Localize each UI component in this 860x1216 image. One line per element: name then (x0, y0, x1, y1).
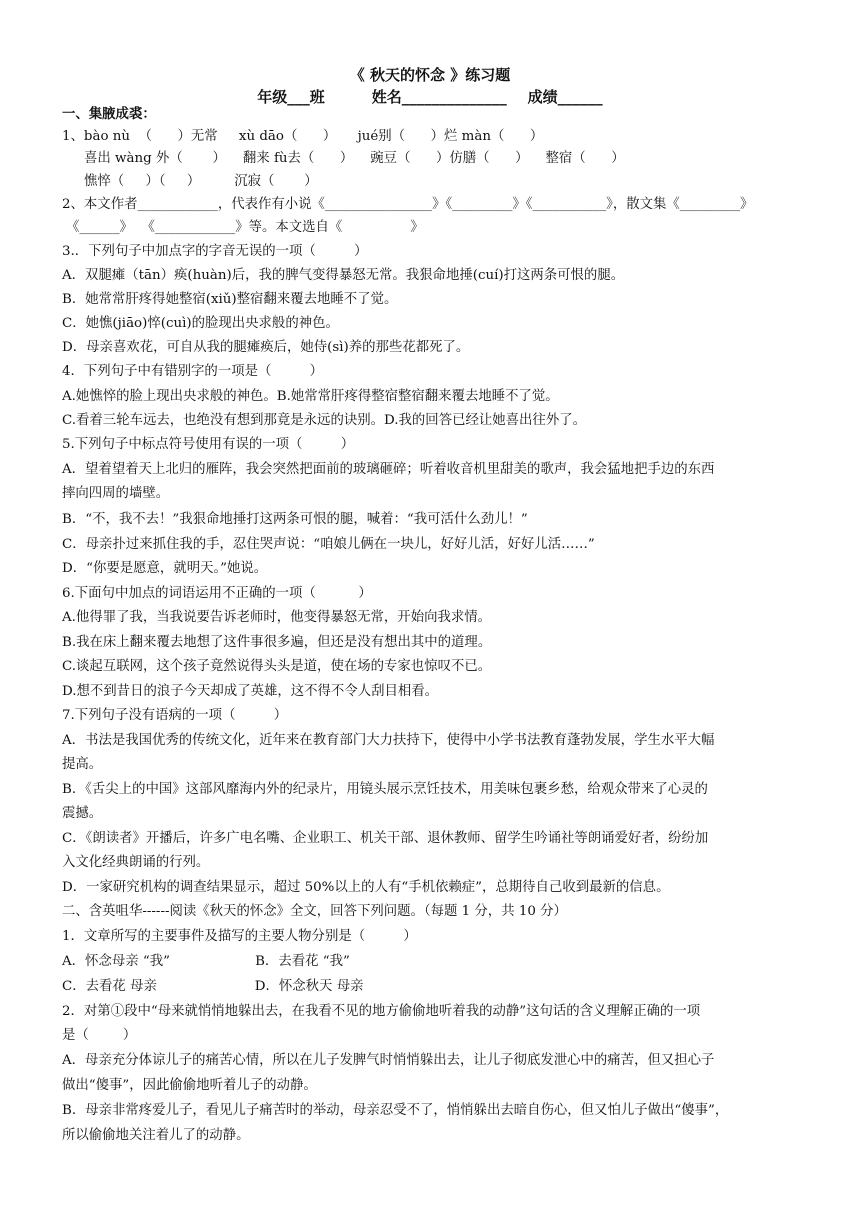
text-line: 震撼。 (62, 806, 103, 821)
text-line: 5.下列句子中标点符号使用有误的一项（ ） (62, 437, 355, 452)
text-line: B．母亲非常疼爱儿子，看见儿子痛苦时的举动，母亲忍受不了，悄悄躲出去暗自伤心，但又怕儿子做出“傻事”， (62, 1103, 729, 1118)
text-line: D.想不到昔日的浪子今天却成了英雄，这不得不令人刮目相看。 (62, 684, 439, 699)
text-line: 1、bào nù （ ）无常 xù dāo（ ） jué别（ ）烂 màn（ ） (62, 129, 544, 144)
text-line: 憔悴（ ）（ ） 沉寂（ ） (84, 174, 318, 189)
text-line: C．母亲扑过来抓住我的手，忍住哭声说：“咱娘儿俩在一块儿，好好儿活，好好儿活……” (62, 537, 595, 552)
text-line: 是（ ） (62, 1028, 137, 1043)
text-line: B．她常常肝疼得她整宿(xiǔ)整宿翻来覆去地睡不了觉。 (62, 292, 398, 307)
text-line: 2、本文作者____________，代表作有小说《________________》《_________》《___________》，散文集《_________》 (62, 197, 754, 212)
text-line: 1．文章所写的主要事件及描写的主要人物分别是（ ） (62, 929, 417, 944)
text-line: 所以偷偷地关注着儿了的动静。 (62, 1128, 250, 1143)
text-line: 3.．下列句子中加点字的字音无误的一项（ ） (62, 244, 368, 259)
text-line: 《______》 《____________》等。本文选自《 》 (66, 220, 424, 235)
text-line: 做出“傻事”，因此偷偷地听着儿子的动静。 (62, 1078, 317, 1093)
text-line: D．“你要是愿意，就明天。”她说。 (62, 561, 268, 576)
text-line: A．母亲充分体谅儿子的痛苦心情，所以在儿子发脾气时悄悄躲出去，让儿子彻底发泄心中的痛苦，但又担心子 (62, 1053, 715, 1068)
text-line: D．一家研究机构的调查结果显示，超过 50%以上的人有“手机依赖症”，总期待自己收到最新的信息。 (62, 880, 670, 895)
text-line: 摔向四周的墙壁。 (62, 486, 170, 501)
text-line: C．她憔(jiāo)悴(cuì)的脸现出央求般的神色。 (62, 316, 339, 331)
student-info-line: 年级___班 姓名______________ 成绩______ (257, 88, 603, 106)
text-line: D．母亲喜欢花，可自从我的腿瘫痪后，她侍(sì)养的那些花都死了。 (62, 340, 470, 355)
section-heading: 一、集腋成裘： (62, 106, 156, 122)
text-line: C.看着三轮车远去，也绝没有想到那竟是永远的诀别。D.我的回答已经让她喜出往外了。 (62, 413, 586, 428)
text-line: C．去看花 母亲 D．怀念秋天 母亲 (62, 979, 364, 994)
text-line: B.我在床上翻来覆去地想了这件事很多遍，但还是没有想出其中的道理。 (62, 635, 492, 650)
text-line: 二、含英咀华------阅读《秋天的怀念》全文，回答下列问题。（每题 1 分，共 10 分） (62, 904, 567, 919)
text-line: 喜出 wàng 外（ ） 翻来 fù去（ ） 豌豆（ ）仿膳（ ） 整宿（ ） (84, 151, 625, 166)
text-line: A．望着望着天上北归的雁阵，我会突然把面前的玻璃砸碎；听着收音机里甜美的歌声，我会猛地把手边的东西 (62, 462, 715, 477)
text-line: 6.下面句中加点的词语运用不正确的一项（ ） (62, 586, 372, 601)
worksheet-title: 《 秋天的怀念 》练习题 (349, 66, 511, 84)
text-line: A．书法是我国优秀的传统文化，近年来在教育部门大力扶持下，使得中小学书法教育蓬勃发展，学生水平大幅 (62, 733, 715, 748)
text-line: A．怀念母亲 “我” B．去看花 “我” (62, 954, 350, 969)
text-line: C.谈起互联网，这个孩子竟然说得头头是道，使在场的专家也惊叹不已。 (62, 659, 492, 674)
text-line: 7.下列句子没有语病的一项（ ） (62, 708, 288, 723)
text-line: A.他得罪了我，当我说要告诉老师时，他变得暴怒无常，开始向我求情。 (62, 610, 492, 625)
text-line: 入文化经典朗诵的行列。 (62, 855, 210, 870)
text-line: B．“不，我不去！”我狠命地捶打这两条可恨的腿，喊着：“我可活什么劲儿！” (62, 512, 528, 527)
text-line: 提高。 (62, 757, 103, 772)
text-line: B．《舌尖上的中国》这部风靡海内外的纪录片，用镜头展示烹饪技术，用美味包裹乡愁，给观众带来了心灵的 (62, 782, 708, 797)
text-line: 2．对第①段中“母来就悄悄地躲出去，在我看不见的地方偷偷地听着我的动静”这句话的含义理解正确的一项 (62, 1004, 701, 1019)
text-line: 4．下列句子中有错别字的一项是（ ） (62, 364, 324, 379)
text-line: A．双腿瘫（tān）痪(huàn)后，我的脾气变得暴怒无常。我狠命地捶(cuí)打这两条可恨的腿。 (62, 268, 625, 283)
text-line: A.她憔悴的脸上现出央求般的神色。B.她常常肝疼得整宿整宿翻来覆去地睡不了觉。 (62, 389, 559, 404)
text-line: C．《朗读者》开播后，许多广电名嘴、企业职工、机关干部、退休教师、留学生吟诵社等朗诵爱好者，纷纷加 (62, 831, 709, 846)
